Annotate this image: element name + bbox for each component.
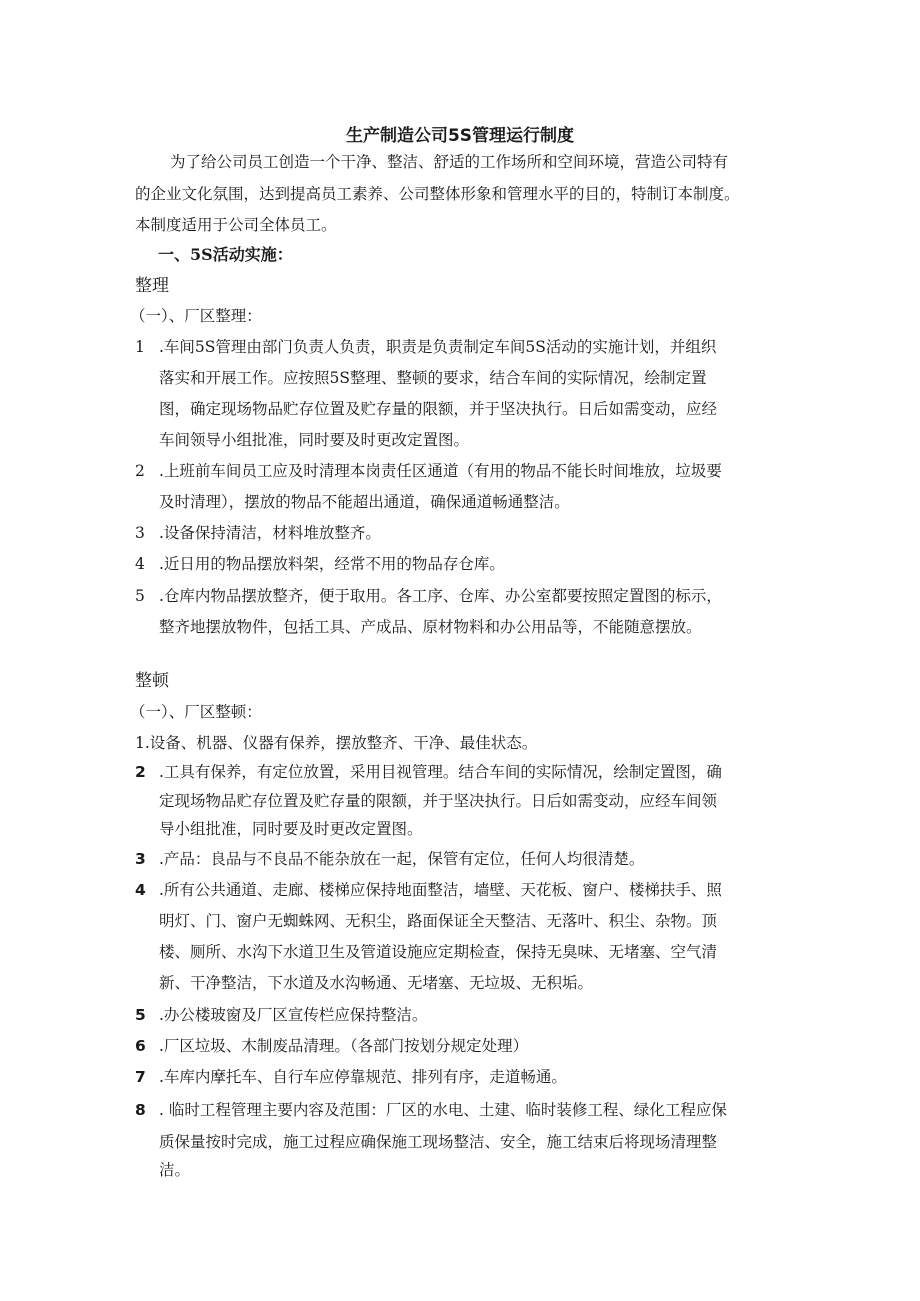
list-item (135, 523, 381, 543)
list-item (135, 1005, 427, 1025)
subsection-heading-zhengli: 整理 (135, 276, 169, 296)
subsection-sub: （一）、厂区整顿： (130, 703, 262, 721)
item-text: 新、干净整洁，下水道及水沟畅通、无堵塞、无垃圾、无积垢。 (159, 974, 594, 992)
item-text: .设备保持清洁，材料堆放整齐。 (159, 524, 381, 542)
item-text: .上班前车间员工应及时清理本岗责任区通道（有用的物品不能长时间堆放，垃圾要 (159, 462, 722, 480)
list-item (135, 554, 505, 574)
list-item (135, 849, 644, 869)
list-item (135, 586, 722, 606)
section-heading: 一、5S活动实施： (158, 245, 293, 264)
item-text: 图，确定现场物品贮存位置及贮存量的限额，并于坚决执行。日后如需变动，应经 (159, 400, 718, 418)
item-number: 4 (135, 881, 146, 899)
item-number: 2 (135, 462, 145, 480)
list-item (135, 880, 722, 900)
item-text: 及时清理），摆放的物品不能超出通道，确保通道畅通整洁。 (159, 493, 570, 511)
item-number: 5 (135, 1006, 146, 1024)
item-text: . 临时工程管理主要内容及范围：厂区的水电、土建、临时装修工程、绿化工程应保 (159, 1101, 727, 1119)
item-text: .车库内摩托车、自行车应停靠规范、排列有序，走道畅通。 (159, 1068, 567, 1086)
item-text: .所有公共通道、走廊、楼梯应保持地面整洁，墙壁、天花板、窗户、楼梯扶手、照 (159, 881, 722, 899)
list-item (135, 1067, 567, 1087)
item-text: 落实和开展工作。应按照5S整理、整顿的要求，结合车间的实际情况，绘制定置 (159, 369, 707, 387)
item-text: 定现场物品贮存位置及贮存量的限额，并于坚决执行。日后如需变动，应经车间领 (159, 792, 718, 810)
list-item (135, 762, 722, 782)
item-text: 质保量按时完成，施工过程应确保施工现场整洁、安全，施工结束后将现场清理整 (159, 1133, 718, 1151)
item-text: .产品：良品与不良品不能杂放在一起，保管有定位，任何人均很清楚。 (159, 850, 645, 868)
item-text: 洁。 (159, 1161, 191, 1179)
item-number: 6 (135, 1037, 146, 1055)
list-item (135, 1100, 727, 1120)
intro-line: 为了给公司员工创造一个干净、整洁、舒适的工作场所和空间环境，营造公司特有 (170, 153, 729, 171)
item-text: .近日用的物品摆放料架，经常不用的物品存仓库。 (159, 555, 505, 573)
list-item (135, 1036, 528, 1056)
item-number: 5 (135, 587, 145, 605)
item-number: 7 (135, 1068, 146, 1086)
item-text: .厂区垃圾、木制废品清理。（各部门按划分规定处理） (159, 1037, 529, 1055)
item-text: .工具有保养，有定位放置，采用目视管理。结合车间的实际情况，绘制定置图，确 (159, 763, 722, 781)
item-text: 楼、厕所、水沟下水道卫生及管道设施应定期检查，保持无臭味、无堵塞、空气清 (159, 943, 718, 961)
intro-line: 的企业文化氛围，达到提高员工素养、公司整体形象和管理水平的目的，特制订本制度。 (135, 185, 740, 203)
item-number: 2 (135, 763, 146, 781)
intro-line: 本制度适用于公司全体员工。 (135, 216, 337, 234)
item-number: 3 (135, 850, 146, 868)
subsection-sub: （一）、厂区整理： (130, 307, 262, 325)
subsection-heading-zhengdun: 整顿 (135, 671, 169, 691)
item-text: 车间领导小组批准，同时要及时更改定置图。 (159, 431, 470, 449)
document-title: 生产制造公司5S管理运行制度 (345, 126, 575, 146)
item-text: 明灯、门、窗户无蜘蛛网、无积尘，路面保证全天整洁、无落叶、积尘、杂物。顶 (159, 912, 718, 930)
item-text: .仓库内物品摆放整齐，便于取用。各工序、仓库、办公室都要按照定置图的标示， (159, 587, 722, 605)
item-number: 4 (135, 555, 145, 573)
item-number: 1 (135, 338, 145, 356)
item-number: 8 (135, 1101, 146, 1119)
item-number: 3 (135, 524, 145, 542)
item-text: 整齐地摆放物件，包括工具、产成品、原材物料和办公用品等，不能随意摆放。 (159, 618, 702, 636)
item-text: .办公楼玻窗及厂区宣传栏应保持整洁。 (159, 1006, 428, 1024)
item-text: .车间5S管理由部门负责人负责，职责是负责制定车间5S活动的实施计划，并组织 (159, 338, 717, 356)
list-item (135, 461, 722, 481)
list-item (135, 337, 716, 357)
item-text: 导小组批准，同时要及时更改定置图。 (159, 820, 423, 838)
list-item: 1.设备、机器、仪器有保养，摆放整齐、干净、最佳状态。 (135, 734, 538, 752)
